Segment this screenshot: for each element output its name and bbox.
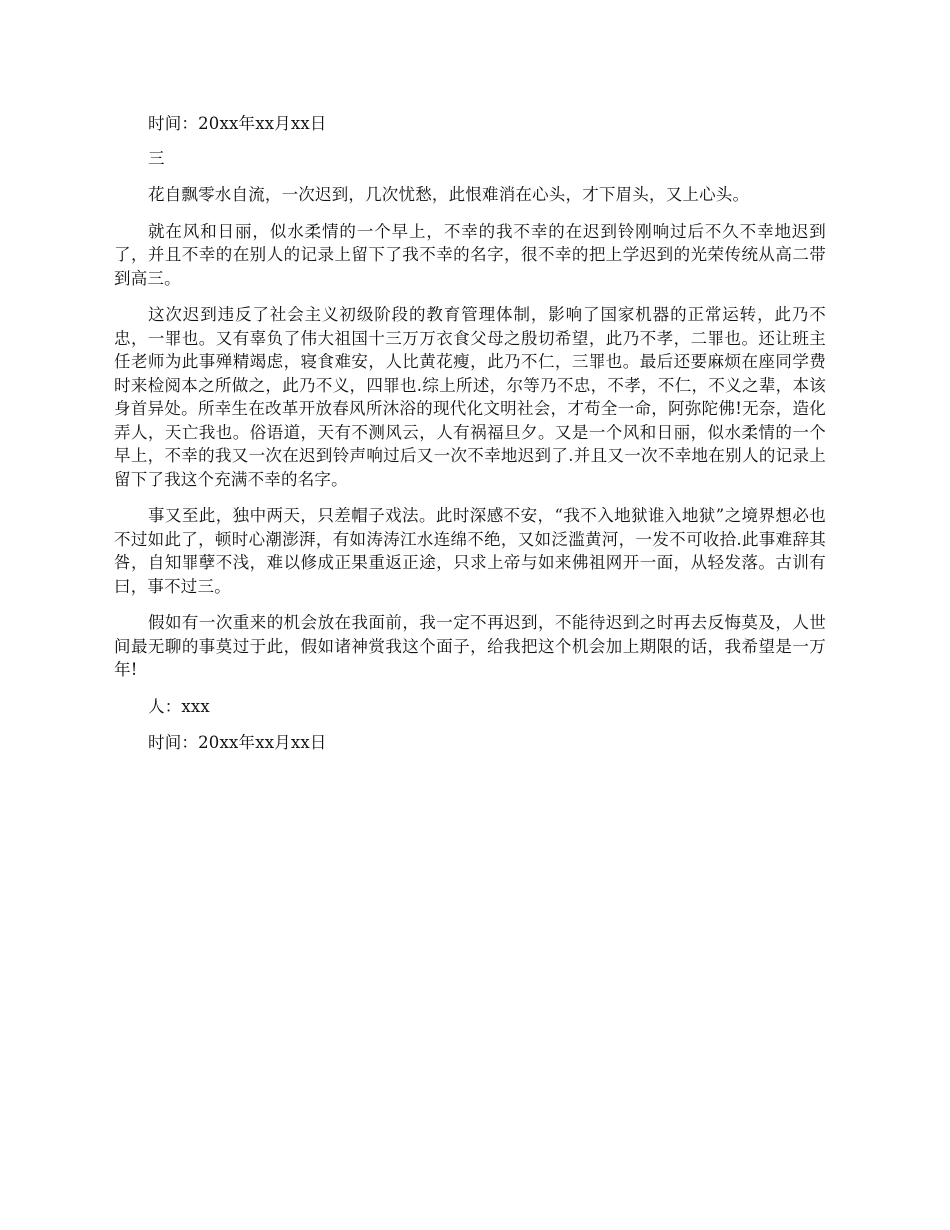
document-page	[114, 112, 826, 755]
paragraph-3: 这次迟到违反了社会主义初级阶段的教育管理体制，影响了国家机器的正常运转，此乃不忠，一罪也。又有辜负了伟大祖国十三万万衣食父母之殷切希望，此乃不孝，二罪也。还让班主任老师为此事殚精竭虑，寝食难安，人比黄花瘦，此乃不仁，三罪也。最后还要麻烦在座同学费时来检阅本之所做之，此乃不义，四罪也.综上所述，尔等乃不忠，不孝，不仁，不义之辈，本该身首异处。所幸生在改革开放春风所沐浴的现代化文明社会，才苟全一命，阿弥陀佛!无奈，造化弄人，天亡我也。俗语道，天有不测风云，人有祸福旦夕。又是一个风和日丽，似水柔情的一个早上，不幸的我又一次在迟到铃声响过后又一次不幸地迟到了.并且又一次不幸地在别人的记录上留下了我这个充满不幸的名字。	[114, 305, 826, 489]
paragraph-4: 事又至此，独中两天，只差帽子戏法。此时深感不安，“我不入地狱谁入地狱”之境界想必也不过如此了，顿时心潮澎湃，有如涛涛江水连绵不绝，又如泛滥黄河，一发不可收拾.此事难辞其咎，自知罪孽不浅，难以修成正果重返正途，只求上帝与如来佛祖网开一面，从轻发落。古训有曰，事不过三。	[114, 506, 826, 596]
date-line-bottom: 时间：20xx年xx月xx日	[148, 733, 327, 752]
section-heading: 三	[148, 148, 165, 168]
paragraph-2: 就在风和日丽，似水柔情的一个早上，不幸的我不幸的在迟到铃刚响过后不久不幸地迟到了，并且不幸的在别人的记录上留下了我不幸的名字，很不幸的把上学迟到的光荣传统从高二带到高三。	[114, 221, 826, 288]
paragraph-1: 花自飘零水自流，一次迟到，几次忧愁，此恨难消在心头，才下眉头，又上心头。	[148, 185, 750, 204]
signer-line: 人：xxx	[148, 696, 210, 716]
paragraph-5: 假如有一次重来的机会放在我面前，我一定不再迟到，不能待迟到之时再去反悔莫及，人世间最无聊的事莫过于此，假如诸神赏我这个面子，给我把这个机会加上期限的话，我希望是一万年!	[114, 613, 826, 679]
date-line-top: 时间：20xx年xx月xx日	[148, 114, 327, 133]
